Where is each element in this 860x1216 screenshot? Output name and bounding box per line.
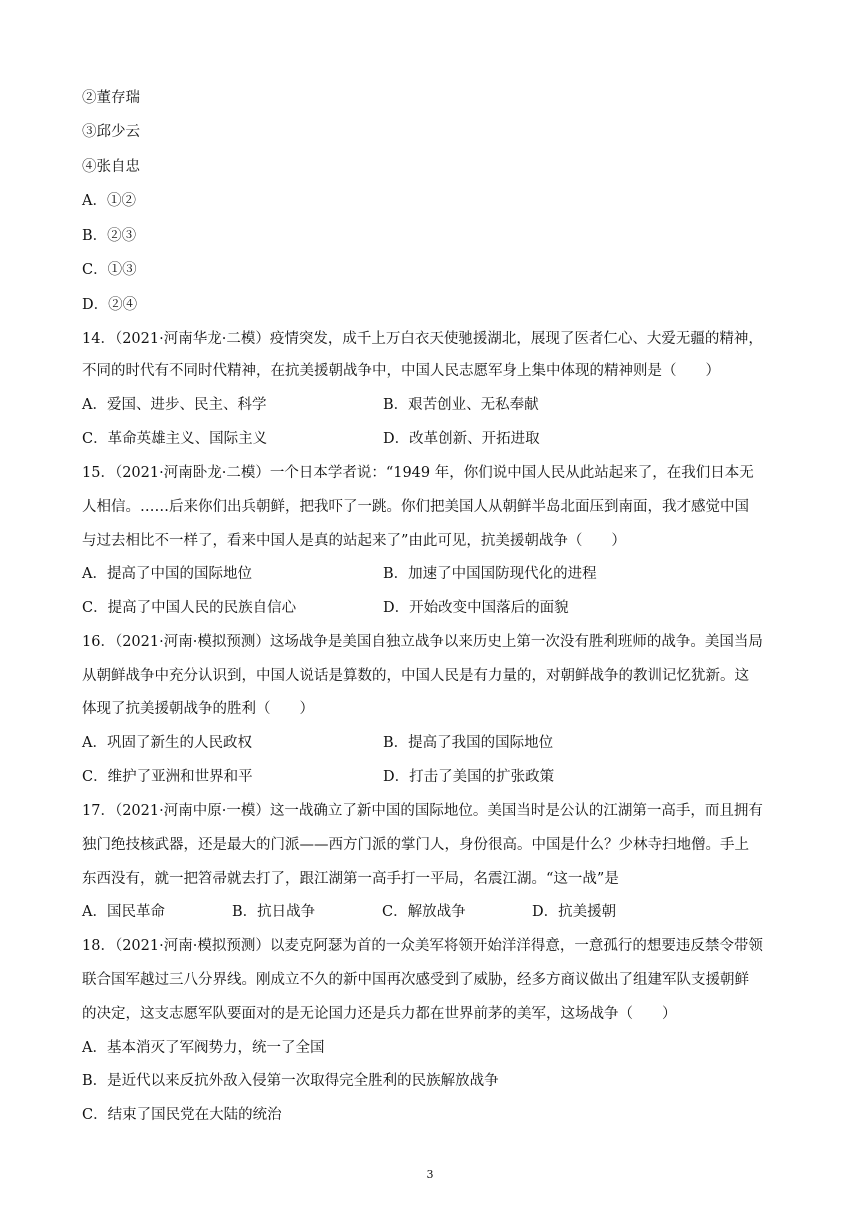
answer-option: B．提高了我国的国际地位 [383,735,554,751]
question-18-text: 联合国军越过三八分界线。刚成立不久的新中国再次感受到了威胁，经多方商议做出了组建军队支援朝鲜 [82,972,749,988]
answer-option: D．打击了美国的扩张政策 [383,769,555,785]
question-16-text: 从朝鲜战争中充分认识到，中国人说话是算数的，中国人民是有力量的，对朝鲜战争的教训记忆犹新。这 [82,668,749,684]
answer-option: A．国民革命 [82,904,165,920]
question-15-text: 与过去相比不一样了，看来中国人是真的站起来了”由此可见，抗美援朝战争（ ） [82,533,626,549]
answer-option: B．②③ [82,228,137,244]
answer-option: A．爱国、进步、民主、科学 [82,397,267,413]
answer-option: C．解放战争 [382,904,466,920]
answer-option: B．抗日战争 [232,904,316,920]
answer-option: C．革命英雄主义、国际主义 [82,431,268,447]
answer-option: A．基本消灭了军阀势力，统一了全国 [82,1040,325,1056]
answer-option: C．维护了亚洲和世界和平 [82,769,253,785]
answer-option: A．①② [82,193,136,209]
question-17-text: 东西没有，就一把笤帚就去打了，跟江湖第一高手打一平局，名震江湖。“这一战”是 [82,871,619,887]
answer-option: A．提高了中国的国际地位 [82,566,252,582]
question-18-text: 的决定，这支志愿军队要面对的是无论国力还是兵力都在世界前茅的美军，这场战争（ ） [82,1006,677,1022]
answer-option: B．是近代以来反抗外敌入侵第一次取得完全胜利的民族解放战争 [82,1073,499,1089]
question-17-text: 17．（2021·河南中原·一模）这一战确立了新中国的国际地位。美国当时是公认的江湖第一高手，而且拥有 [82,803,763,819]
answer-option: D．抗美援朝 [532,904,617,920]
question-15-text: 人相信。……后来你们出兵朝鲜，把我吓了一跳。你们把美国人从朝鲜半岛北面压到南面，我才感觉中国 [82,499,749,515]
list-item: ③邱少云 [82,124,140,140]
question-16-text: 16．（2021·河南·模拟预测）这场战争是美国自独立战争以来历史上第一次没有胜利班师的战争。美国当局 [82,634,763,650]
question-14-text: 14．（2021·河南华龙·二模）疫情突发，成千上万白衣天使驰援湖北，展现了医者仁心、大爱无疆的精神， [82,331,763,347]
list-item: ④张自忠 [82,159,140,175]
answer-option: D．②④ [82,297,138,313]
question-14-text: 不同的时代有不同时代精神，在抗美援朝战争中，中国人民志愿军身上集中体现的精神则是（ ） [82,363,720,379]
answer-option: D．开始改变中国落后的面貌 [383,600,569,616]
answer-option: D．改革创新、开拓进取 [383,431,540,447]
answer-option: B．加速了中国国防现代化的进程 [383,566,597,582]
answer-option: C．结束了国民党在大陆的统治 [82,1107,282,1123]
answer-option: A．巩固了新生的人民政权 [82,735,252,751]
question-16-text: 体现了抗美援朝战争的胜利（ ） [82,701,314,717]
answer-option: B．艰苦创业、无私奉献 [383,397,539,413]
question-15-text: 15．（2021·河南卧龙·二模）一个日本学者说：“1949 年，你们说中国人民从此站起来了，在我们日本无 [82,465,754,481]
question-18-text: 18．（2021·河南·模拟预测）以麦克阿瑟为首的一众美军将领开始洋洋得意，一意孤行的想要违反禁令带领 [82,938,763,954]
answer-option: C．①③ [82,262,137,278]
page-number: 3 [426,1168,434,1181]
answer-option: C．提高了中国人民的民族自信心 [82,600,297,616]
question-17-text: 独门绝技核武器，还是最大的门派——西方门派的掌门人，身份很高。中国是什么？少林寺扫地僧。手上 [82,837,749,853]
list-item: ②董存瑞 [82,90,140,106]
